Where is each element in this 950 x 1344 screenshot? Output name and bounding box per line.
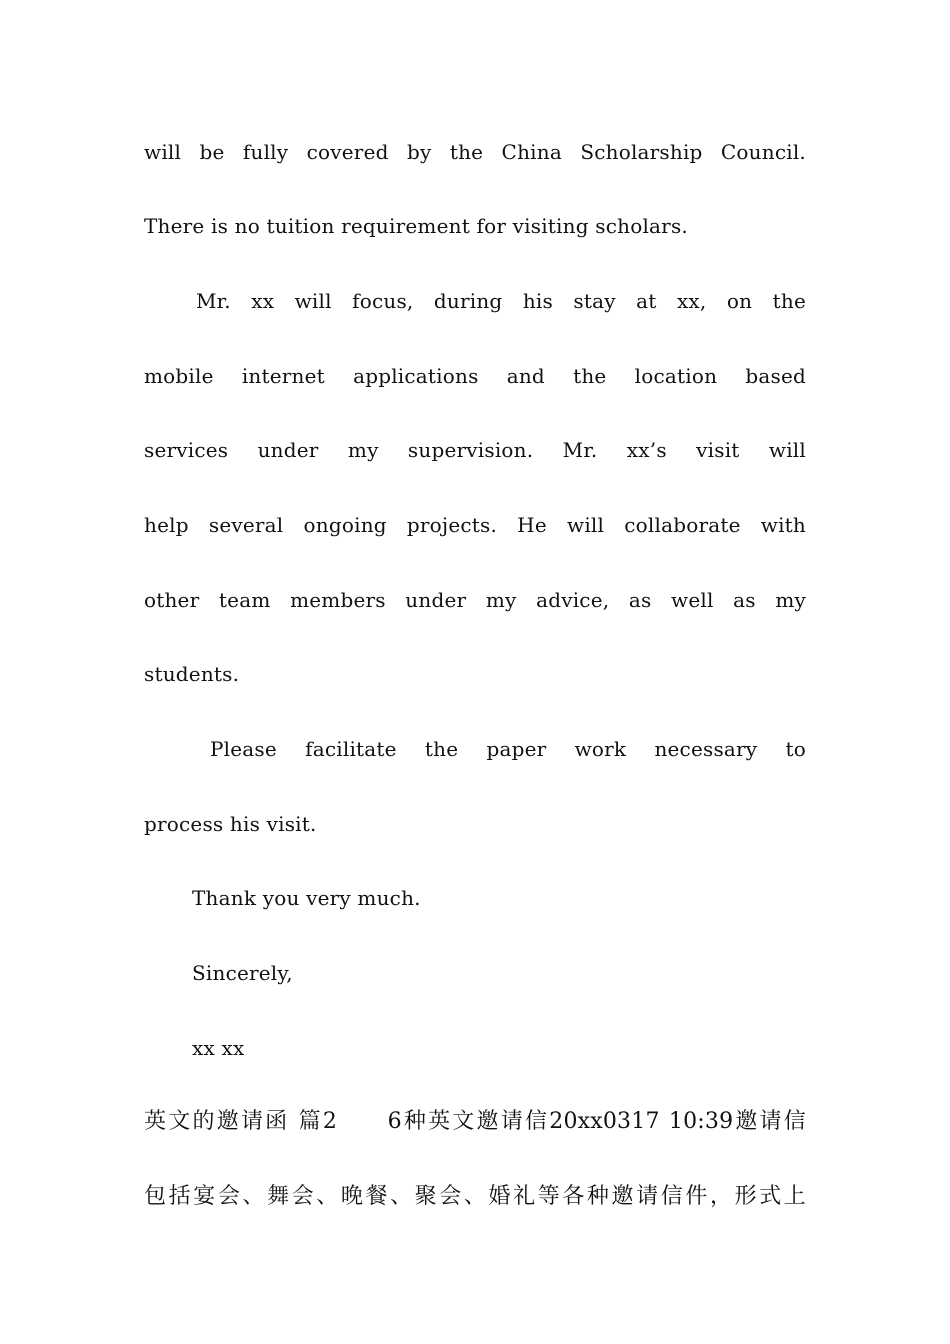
body-text-line: other team members under my advice, as well as my (144, 588, 806, 612)
signature-name: xx xx (192, 1036, 245, 1060)
body-text-line: services under my supervision. Mr. xx’s visit will (144, 438, 806, 462)
body-text-line: mobile internet applications and the location based (144, 364, 806, 388)
body-text-line: Mr. xx will focus, during his stay at xx, on the (196, 289, 806, 313)
closing-thanks: Thank you very much. (192, 886, 421, 910)
body-text-line: help several ongoing projects. He will collaborate with (144, 513, 806, 537)
body-text-line: process his visit. (144, 812, 317, 836)
body-text-line: Please facilitate the paper work necessary to (210, 737, 806, 761)
section-heading-line: 英文的邀请函 篇2 6种英文邀请信20xx0317 10:39邀请信 (144, 1109, 806, 1134)
body-text-line: students. (144, 662, 240, 686)
body-text-line: There is no tuition requirement for visiting scholars. (144, 214, 688, 238)
closing-salutation: Sincerely, (192, 961, 293, 985)
body-text-line: 包括宴会、舞会、晚餐、聚会、婚礼等各种邀请信件，形式上 (144, 1184, 806, 1209)
body-text-line: will be fully covered by the China Scholarship Council. (144, 140, 806, 164)
